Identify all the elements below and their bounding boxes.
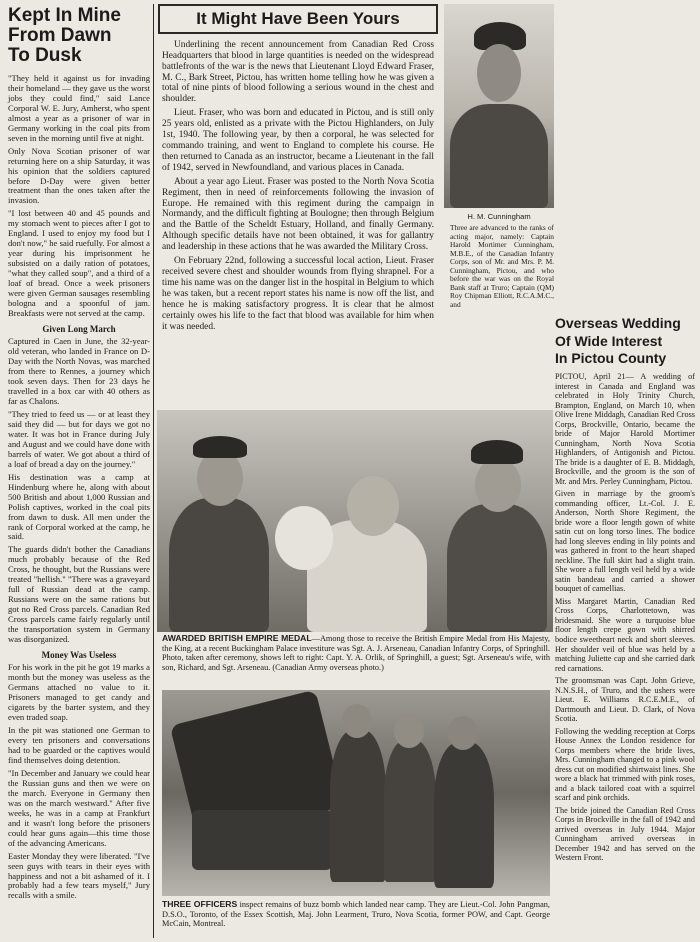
medal-caption: [162, 634, 550, 672]
center-paragraph: On February 22nd, following a successful local action, Lieut. Fraser received severe chest and shoulder wounds from flying shrapnel. For a time his name was on the danger list in the hospital in Belgium to which he was taken, but a recent report states his name is now off the list, and hence he is making satisfactory progress. It is clear that he almost certainly owes his life to the fact that blood was available for him when it was needed.: [162, 256, 434, 332]
medal-caption-bold: AWARDED BRITISH EMPIRE MEDAL: [162, 633, 312, 643]
wedding-paragraph: The bride joined the Canadian Red Cross Corps in Brockville in the fall of 1942 and arrived overseas in July 1944. Major Cunningham arrived overseas in December 1942 and has served on the Western Front.: [555, 805, 695, 863]
officer-3-head: [448, 716, 478, 750]
wedding-article: [555, 316, 695, 938]
left-paragraph: "In December and January we could hear the Russian guns and then we were on the march. Everyone in Germany then was on the march westward." After five weeks, he was in a camp at Frankfurt and it wasn't long before the prisoners could hear guns again—this time those of the advancing Americans.: [8, 767, 150, 848]
wedding-headline-line-1: Overseas Wedding: [555, 315, 681, 331]
wedding-paragraph: The groomsman was Capt. John Grieve, N.N.S.H., of Truro, and the ushers were Lieut. E. Williams R.C.E.M.E., of Dartmouth and Lieut. D. Clark, of Nova Scotia.: [555, 676, 695, 724]
left-headline-line-1: Kept In Mine: [8, 5, 121, 26]
officer-2: [384, 740, 436, 882]
officer-3: [434, 742, 494, 888]
photo-man-right-bonnet: [471, 440, 523, 464]
wedding-paragraph: Given in marriage by the groom's commanding officer, Lt.-Col. J. E. Anderson, North Shore Regiment, the bride wore a floor length gown of white satin cut on long torso lines. The bodice had long sleeves ending in lily points and was gathered in front to the heart shaped neckline. The full skirt had a slight train. She wore a full length veil held by a wide satin bandeau and carried a shower bouquet of camellias.: [555, 489, 695, 594]
left-paragraph: His destination was a camp at Hindenburg where he, along with about 500 British and about 1,000 Russian and Polish captives, worked in the coal pits from dawn to dusk. All men under the rank of Corporal worked at the camp, he said.: [8, 471, 150, 542]
wedding-headline-line-3: In Pictou County: [555, 350, 667, 367]
officer-2-head: [394, 714, 424, 748]
photo-man-left-head: [197, 450, 243, 506]
officers-caption-bold: THREE OFFICERS: [162, 899, 238, 909]
photo-woman-head: [347, 476, 399, 536]
wedding-headline: [555, 316, 695, 366]
bomb-debris: [192, 810, 332, 870]
photo-man-left: [169, 498, 269, 632]
center-paragraph: Lieut. Fraser, who was born and educated in Pictou, and is still only 25 years old, enlisted as a private with the Pictou Highlanders, on July 1st, 1940. The following year, by then a corporal, he was selected for commando training, and went to England to complete his course. He then returned to Canada as an instructor, became a Lieutenant in the fall of 1942, served in Newfoundland, and various places in Canada.: [162, 108, 434, 173]
portrait-name: H. M. Cunningham: [467, 212, 531, 221]
left-paragraph: Easter Monday they were liberated. "I've seen guys with tears in their eyes with happiness and not a bit ashamed of it. I probably had a few tears myself," Jury recalls with a smile.: [8, 850, 150, 901]
medal-photo: [157, 410, 553, 632]
left-headline-line-2: From Dawn: [8, 24, 112, 46]
portrait-face: [477, 44, 521, 102]
photo-man-right: [447, 504, 547, 632]
officers-caption-text: inspect remains of buzz bomb which landed near camp. They are Lieut.-Col. John Pangman, D.S.O., Toronto, of the Essex Scottish, Maj. John Learment, Truro, Nova Scotia, former POW, and Capt. George McCain, Montreal.: [162, 900, 550, 929]
photo-man-right-head: [475, 458, 521, 512]
officers-caption: [162, 900, 550, 929]
left-subhead-money: Money Was Useless: [41, 650, 117, 661]
officer-1: [330, 730, 386, 882]
photo-child: [275, 506, 333, 570]
left-paragraph: Captured in Caen in June, the 32-year-old veteran, who landed in France on D-Day with the North Novas, was marched from there to Rennes, a journey which took seven days. Then for 23 days he travelled in a box car with 40 others as far as Chalons.: [8, 336, 150, 406]
left-headline: [8, 6, 150, 66]
officer-1-head: [342, 704, 372, 738]
column-divider: [153, 4, 154, 938]
left-paragraph: In the pit was stationed one German to every ten prisoners and conversations had to be guarded or the captives would find themselves doing detention.: [8, 724, 150, 765]
left-paragraph: Only Nova Scotian prisoner of war returning here on a ship Saturday, it was his opinion that the soldiers captured before D-Day were given better treatment than the ones taken after the invasion.: [8, 145, 150, 206]
left-headline-line-3: To Dusk: [8, 44, 82, 66]
center-headline-box: [158, 4, 438, 34]
wedding-paragraph: PICTOU, April 21— A wedding of interest in Canada and England was celebrated in Holy Trinity Church, Brampton, England, on March 10, when Olive Irene Middagh, Canadian Red Cross Corps, Brockville, Ontario, became the bride of Major Harold Mortimer Cunningham, North Nova Scotia Highlanders, of Antigonish and Pictou. The bride is a daughter of E. B. Middagh, Brockville, and the groom is the son of Mr. and Mrs. Perley Cunningham, Pictou.: [555, 372, 695, 486]
photo-man-left-bonnet: [193, 436, 247, 458]
wedding-headline-line-2: Of Wide Interest: [555, 332, 663, 349]
center-headline: It Might Have Been Yours: [196, 9, 400, 28]
portrait-caption: Three are advanced to the ranks of acting major, namely: Captain Harold Mortimer Cunningham, M.B.E., of the Canadian Infantry Corps, son of Mr. and Mrs. P. M. Cunningham, Pictou, and who before the war was on the Royal Bank staff at Truro; Captain (QM) Roy Chipman Elliott, R.C.A.M.C., and: [450, 223, 554, 309]
left-paragraph: For his work in the pit he got 19 marks a month but the money was useless as the Germans attached no value to it. Prisoners managed to get candy and cigarets by the barter system, and they even traded soap.: [8, 662, 150, 722]
left-paragraph: "They tried to feed us — or at least they said they did — but for days we got no water. It was hot in France during July and August and we could have done with barrels of water. We got about a third of a loaf of bread a day on the journey.": [8, 408, 150, 469]
medal-caption-text: —Among those to receive the British Empire Medal from His Majesty, the King, at a recent Buckingham Palace investiture was Sgt. A. J. Arseneau, Canadian Infantry Corps, of Springhill. Photo, taken after ceremony, shows left to right: Capt. Y. A. Orlik, of Springhill, a guest; Sgt. Arseneau's wife, with son, Richard, and Sgt. Arseneau. (Canadian Army overseas photo.): [162, 634, 550, 672]
officers-photo: [162, 690, 550, 896]
wedding-paragraph: Following the wedding reception at Corps House Annex the London residence for Corps members where the bride lives, Mrs. Cunningham changed to a pink wool dress cut on modified shirtwaist lines. She wore a black hat trimmed with pink roses, and a black tailored coat with a squirrel scarf and pink orchids.: [555, 726, 695, 803]
center-paragraph: About a year ago Lieut. Fraser was posted to the North Nova Scotia Regiment, then in need of reinforcements following the invasion of Europe. He remained with this regiment during the campaign in Normandy, and the difficult fighting at Boulogne; then through Belgium and the Battle of the Scheldt Estuary, Holland, and finally Germany. Although specific details have not been obtained, it was for gallantry and leadership in these actions that he was awarded the Military Cross.: [162, 176, 434, 253]
left-paragraph: "They held it against us for invading their homeland — they gave us the worst jobs they could find," said Lance Corporal W. E. Jury, Amherst, who spent almost a year as a prisoner of war in Germany working in the coal pits from seven in the morning until five at night.: [8, 72, 150, 143]
portrait-photo: [444, 4, 554, 208]
center-body: [158, 40, 438, 333]
portrait-uniform: [450, 104, 548, 208]
left-article: [8, 6, 150, 936]
wedding-paragraph: Miss Margaret Martin, Canadian Red Cross Corps, Charlottetown, was bridesmaid. She wore a turquoise blue floor length crepe gown with shirred bodice sweetheart neck and short sleeves. Her shoulder veil of blue was held by a matching Juliette cap and she carried dark red carnations.: [555, 596, 695, 673]
center-article: [158, 4, 438, 406]
left-paragraph: The guards didn't bother the Canadians much probably because of the Red Cross, he thought, but the Russians were treated "hellish." "There was a graveyard full of Russian dead at the camp. Russians were on the same rations but got no Red Cross parcels. Canadian Red Cross parcels came fairly regularly until the transportation system in Germany was disorganized.: [8, 544, 150, 645]
center-paragraph: Underlining the recent announcement from Canadian Red Cross Headquarters that blood in large quantities is needed on the widespread battlefronts of the war is the news that Lieutenant Lloyd Edward Fraser, M. C., Bark Street, Pictou, has written home telling how he was given a total of nine pints of blood following a serious wound in the chest and shoulder.: [162, 39, 434, 105]
left-subhead-long-march: Given Long March: [42, 324, 116, 335]
portrait-block: [444, 4, 554, 309]
left-paragraph: "I lost between 40 and 45 pounds and my stomach went to pieces after I got to England. I used to enjoy my food but I don't now," he said ruefully. For almost a year during his imprisonment he subsisted on a daily ration of potatoes, "what they called soup", and a third of a loaf of bread. Once a week prisoners were given German sausages resembling bologna and a spoonful of jam. Breakfasts were not served at the camp.: [8, 208, 150, 319]
